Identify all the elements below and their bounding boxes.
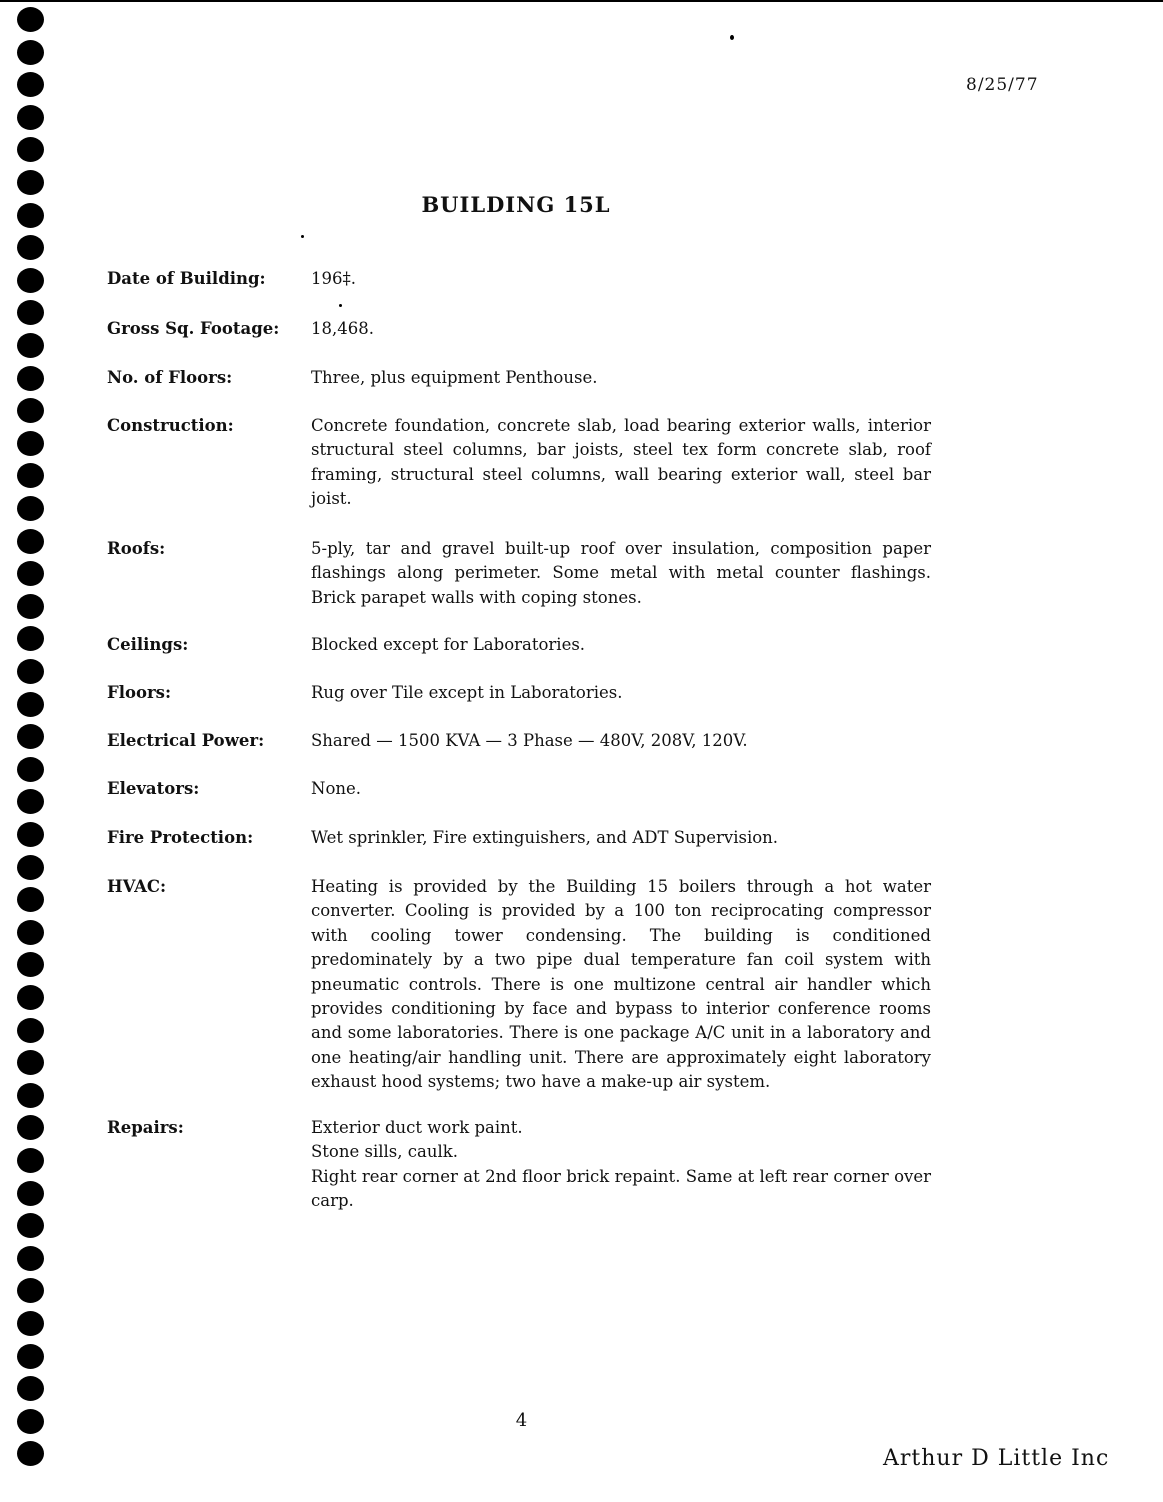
binder-hole [17, 822, 44, 847]
binder-hole [17, 659, 44, 684]
binder-hole [17, 594, 44, 619]
field-value-line: Heating is provided by the Building 15 boilers through a hot water converter. Cooling is provided by a 100 ton reciprocating compressor with cooling tower condensing. The building is conditioned predominately by a two pipe dual temperature fan coil system with pneumatic controls. There is one multizone central air handler which provides conditioning by face and bypass to interior conference rooms and some laboratories. There is one package A/C unit in a laboratory and one heating/air handling unit. There are approximately eight laboratory exhaust hood systems; two have a make-up air system. [311, 877, 931, 1092]
field-value [311, 633, 931, 657]
ink-speck [301, 235, 304, 238]
ink-speck [730, 35, 734, 40]
field-label: HVAC: [107, 877, 167, 896]
field-value-line: Concrete foundation, concrete slab, load bearing exterior walls, interior structural steel columns, bar joists, steel tex form concrete slab, roof framing, structural steel columns, wall bearing exterior wall, steel bar joist. [311, 416, 931, 509]
binder-hole [17, 952, 44, 977]
field-value-line: Blocked except for Laboratories. [311, 635, 586, 654]
binder-hole [17, 431, 44, 456]
binder-hole [17, 1083, 44, 1108]
field-value [311, 826, 931, 850]
field-value-line: 196‡. [311, 269, 356, 288]
binder-hole [17, 920, 44, 945]
field-label: Roofs: [107, 539, 166, 558]
binder-hole [17, 72, 44, 97]
binder-hole [17, 1344, 44, 1369]
field-value [311, 681, 931, 705]
field-value-line: Stone sills, caulk. [311, 1142, 458, 1162]
field-label: Elevators: [107, 779, 200, 798]
page-title: BUILDING 15L [421, 192, 611, 217]
field-value [311, 317, 931, 341]
field-label: Electrical Power: [107, 731, 265, 750]
field-value [311, 537, 931, 610]
page-number: 4 [515, 1410, 528, 1431]
field-value-line: Right rear corner at 2nd floor brick repaint. Same at left rear corner over carp. [311, 1166, 931, 1211]
field-value-line: Exterior duct work paint. [311, 1118, 523, 1137]
binder-hole [17, 1181, 44, 1206]
binder-hole [17, 398, 44, 423]
binder-hole [17, 887, 44, 912]
binder-hole [17, 1213, 44, 1238]
binder-hole [17, 724, 44, 749]
field-value [311, 875, 931, 1095]
binder-hole [17, 1050, 44, 1075]
field-value [311, 414, 931, 512]
field-label: No. of Floors: [107, 368, 233, 387]
binder-hole [17, 366, 44, 391]
field-value-line: 18,468. [311, 319, 374, 338]
binder-hole [17, 1018, 44, 1043]
binder-hole [17, 757, 44, 782]
binder-hole [17, 692, 44, 717]
binder-hole [17, 626, 44, 651]
field-value-line: None. [311, 779, 362, 798]
field-label: Floors: [107, 683, 172, 702]
field-value-line: Three, plus equipment Penthouse. [311, 368, 598, 387]
binder-hole [17, 235, 44, 260]
field-label: Date of Building: [107, 269, 266, 288]
binder-hole [17, 7, 44, 32]
field-value [311, 267, 931, 291]
binder-hole [17, 985, 44, 1010]
ink-speck [339, 304, 342, 307]
binder-hole [17, 1115, 44, 1140]
field-value-line: 5-ply, tar and gravel built-up roof over insulation, composition paper flashings along perimeter. Some metal with metal counter flashings. Brick parapet walls with coping stones. [311, 539, 931, 607]
binder-hole [17, 1441, 44, 1466]
field-label: Construction: [107, 416, 234, 435]
field-label: Fire Protection: [107, 828, 254, 847]
footer-company-name: Arthur D Little Inc [883, 1446, 1110, 1471]
binder-hole [17, 268, 44, 293]
field-label: Repairs: [107, 1118, 184, 1137]
binder-hole [17, 529, 44, 554]
binder-hole [17, 137, 44, 162]
binder-hole [17, 561, 44, 586]
field-value-line: Rug over Tile except in Laboratories. [311, 683, 623, 702]
binder-hole [17, 105, 44, 130]
binder-hole [17, 1376, 44, 1401]
document-date: 8/25/77 [966, 75, 1039, 95]
binder-hole [17, 333, 44, 358]
binder-hole [17, 1278, 44, 1303]
binder-hole [17, 855, 44, 880]
binder-hole [17, 789, 44, 814]
field-value [311, 729, 931, 753]
binder-hole [17, 40, 44, 65]
binder-hole [17, 463, 44, 488]
binder-hole [17, 496, 44, 521]
field-value [311, 777, 931, 801]
binder-hole [17, 1148, 44, 1173]
field-label: Ceilings: [107, 635, 189, 654]
binder-hole [17, 1246, 44, 1271]
field-value-line: Wet sprinkler, Fire extinguishers, and ADT Supervision. [311, 828, 779, 847]
binder-hole [17, 300, 44, 325]
field-label: Gross Sq. Footage: [107, 319, 280, 338]
field-value [311, 1116, 931, 1214]
binder-holes [17, 2, 47, 1502]
binder-hole [17, 1311, 44, 1336]
field-value [311, 366, 931, 390]
field-value-line: Shared — 1500 KVA — 3 Phase — 480V, 208V, 120V. [311, 731, 748, 750]
